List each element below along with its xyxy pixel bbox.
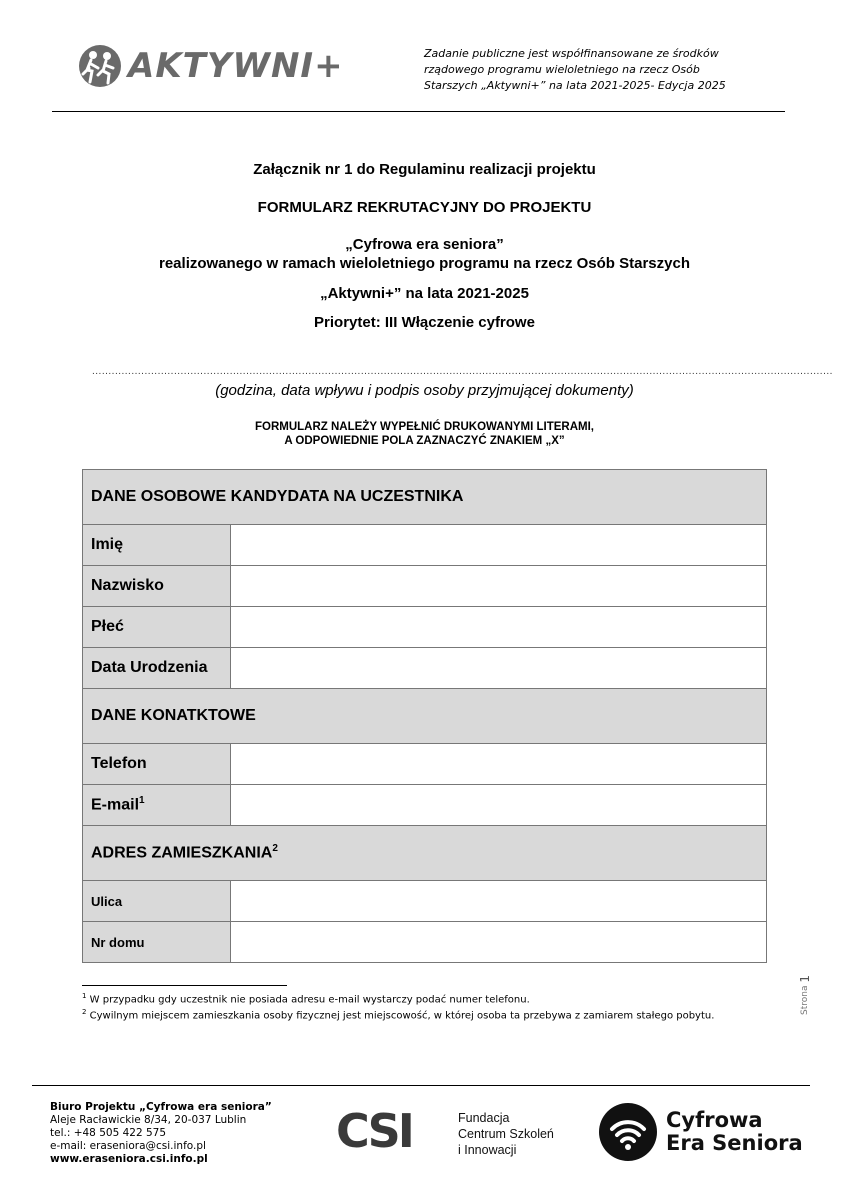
phone-field[interactable] [231, 744, 767, 785]
last-name-label: Nazwisko [83, 566, 231, 607]
csi-foundation-logo [336, 1106, 576, 1158]
sex-field[interactable] [231, 607, 767, 648]
form-row [83, 922, 767, 963]
email-field[interactable] [231, 785, 767, 826]
email-label-text: E-mail [91, 796, 140, 814]
phone-label: Telefon [83, 744, 231, 785]
email-label [83, 785, 231, 826]
instructions-line-1: FORMULARZ NALEŻY WYPEŁNIĆ DRUKOWANYMI LITERAMI, [254, 421, 595, 433]
sex-label: Płeć [83, 607, 231, 648]
footnotes [82, 990, 768, 1023]
section-row [83, 470, 767, 525]
project-name: „Cyfrowa era seniora” [345, 236, 504, 253]
footer-divider [32, 1085, 810, 1086]
section-contact-data: DANE KONATKTOWE [83, 689, 767, 744]
footnote-2 [82, 1006, 768, 1022]
office-phone: tel.: +48 505 422 575 [50, 1127, 167, 1139]
section-row [83, 689, 767, 744]
aktywni-logo [78, 42, 344, 92]
funding-note-line: Zadanie publiczne jest współfinansowane ze środków [424, 47, 719, 60]
street-field[interactable] [231, 881, 767, 922]
csi-mark: CSI [336, 1104, 412, 1158]
form-row [83, 881, 767, 922]
era-seniora-name [666, 1109, 803, 1155]
funding-note [424, 46, 764, 94]
street-label: Ulica [83, 881, 231, 922]
cyfrowa-era-seniora-logo [598, 1101, 808, 1163]
page-number [798, 975, 838, 1035]
first-name-field[interactable] [231, 525, 767, 566]
form-row [83, 566, 767, 607]
footnote-text: W przypadku gdy uczestnik nie posiada adresu e-mail wystarczy podać numer telefonu. [89, 994, 530, 1006]
footnote-number: 1 [82, 992, 87, 1000]
form-row [83, 744, 767, 785]
page-number-value: 1 [798, 975, 812, 983]
csi-line: i Innowacji [458, 1143, 517, 1157]
form-row [83, 785, 767, 826]
footnote-1 [82, 990, 768, 1006]
footnote-text: Cywilnym miejscem zamieszkania osoby fizycznej jest miejscowość, w której osoba ta przebywa z zamiarem stałego pobytu. [89, 1010, 715, 1022]
footnote-ref: 1 [139, 795, 145, 807]
page-label: Strona [800, 985, 810, 1015]
era-line: Era Seniora [666, 1131, 803, 1155]
csi-line: Centrum Szkoleń [458, 1127, 554, 1141]
form-title: FORMULARZ REKRUTACYJNY DO PROJEKTU [257, 199, 592, 216]
program-line: realizowanego w ramach wieloletniego programu na rzecz Osób Starszych [159, 255, 690, 272]
recruitment-form [82, 469, 767, 963]
last-name-field[interactable] [231, 566, 767, 607]
annex-title: Załącznik nr 1 do Regulaminu realizacji projektu [253, 161, 596, 178]
header-divider [52, 111, 785, 112]
logo-text: AKTYWNI+ [128, 46, 344, 86]
instructions-line-2: A ODPOWIEDNIE POLA ZAZNACZYĆ ZNAKIEM „X” [284, 435, 565, 447]
office-website[interactable]: www.eraseniora.csi.info.pl [50, 1153, 208, 1165]
office-address: Aleje Racławickie 8/34, 20-037 Lublin [50, 1114, 247, 1126]
footnote-ref: 2 [272, 843, 278, 855]
csi-line: Fundacja [458, 1111, 510, 1125]
section-address [83, 826, 767, 881]
csi-name [458, 1110, 554, 1158]
project-office-info [50, 1101, 310, 1166]
birth-date-label: Data Urodzenia [83, 648, 231, 689]
priority: Priorytet: III Włączenie cyfrowe [314, 314, 535, 331]
form-row [83, 525, 767, 566]
funding-note-line: Starszych „Aktywni+” na lata 2021-2025- Edycja 2025 [424, 79, 726, 92]
form-row [83, 648, 767, 689]
program-years: „Aktywni+” na lata 2021-2025 [320, 285, 529, 302]
section-address-text: ADRES ZAMIESZKANIA [91, 844, 273, 862]
wifi-icon [598, 1102, 658, 1162]
runners-icon [78, 44, 122, 88]
section-row [83, 826, 767, 881]
section-personal-data: DANE OSOBOWE KANDYDATA NA UCZESTNIKA [83, 470, 767, 525]
era-line: Cyfrowa [666, 1108, 763, 1132]
office-email[interactable]: e-mail: eraseniora@csi.info.pl [50, 1140, 206, 1152]
receipt-signature-line: .................................................................................................................................................................................................................................. [92, 366, 833, 377]
house-number-label: Nr domu [83, 922, 231, 963]
footnote-number: 2 [82, 1008, 87, 1017]
house-number-field[interactable] [231, 922, 767, 963]
office-name: Biuro Projektu „Cyfrowa era seniora” [50, 1101, 272, 1113]
birth-date-field[interactable] [231, 648, 767, 689]
funding-note-line: rządowego programu wieloletniego na rzecz Osób [424, 63, 700, 76]
first-name-label: Imię [83, 525, 231, 566]
receipt-caption: (godzina, data wpływu i podpis osoby przyjmującej dokumenty) [215, 382, 634, 399]
footnote-divider [82, 985, 287, 986]
form-row [83, 607, 767, 648]
